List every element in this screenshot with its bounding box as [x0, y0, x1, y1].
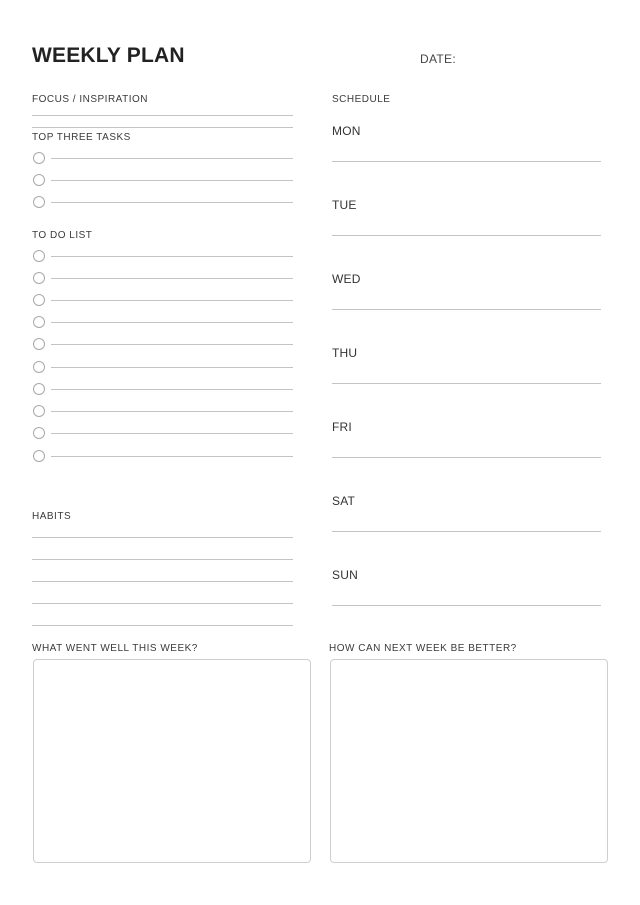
habit-line[interactable]: [32, 537, 293, 538]
todo-line[interactable]: [51, 256, 293, 257]
schedule-line-fri[interactable]: [332, 457, 601, 458]
todo-checkbox[interactable]: [33, 383, 45, 395]
task-line[interactable]: [51, 202, 293, 203]
day-label-wed: WED: [332, 272, 361, 286]
schedule-line-thu[interactable]: [332, 383, 601, 384]
day-label-sun: SUN: [332, 568, 358, 582]
top-tasks-label: TOP THREE TASKS: [32, 132, 131, 143]
went-well-label: WHAT WENT WELL THIS WEEK?: [32, 643, 198, 654]
focus-line[interactable]: [32, 127, 293, 128]
habit-line[interactable]: [32, 625, 293, 626]
task-checkbox[interactable]: [33, 152, 45, 164]
todo-checkbox[interactable]: [33, 361, 45, 373]
schedule-line-wed[interactable]: [332, 309, 601, 310]
todo-checkbox[interactable]: [33, 272, 45, 284]
todo-line[interactable]: [51, 389, 293, 390]
todo-label: TO DO LIST: [32, 230, 93, 241]
todo-line[interactable]: [51, 322, 293, 323]
went-well-box[interactable]: [33, 659, 311, 863]
day-label-mon: MON: [332, 124, 361, 138]
day-label-thu: THU: [332, 346, 358, 360]
schedule-label: SCHEDULE: [332, 94, 391, 105]
focus-line[interactable]: [32, 115, 293, 116]
todo-checkbox[interactable]: [33, 250, 45, 262]
task-checkbox[interactable]: [33, 174, 45, 186]
habits-label: HABITS: [32, 511, 72, 522]
schedule-line-mon[interactable]: [332, 161, 601, 162]
focus-label: FOCUS / INSPIRATION: [32, 94, 148, 105]
day-label-tue: TUE: [332, 198, 357, 212]
habit-line[interactable]: [32, 603, 293, 604]
todo-checkbox[interactable]: [33, 450, 45, 462]
day-label-fri: FRI: [332, 420, 352, 434]
next-week-better-box[interactable]: [330, 659, 608, 863]
schedule-line-sat[interactable]: [332, 531, 601, 532]
todo-checkbox[interactable]: [33, 294, 45, 306]
task-line[interactable]: [51, 158, 293, 159]
todo-line[interactable]: [51, 456, 293, 457]
habit-line[interactable]: [32, 559, 293, 560]
schedule-line-sun[interactable]: [332, 605, 601, 606]
task-line[interactable]: [51, 180, 293, 181]
better-label: HOW CAN NEXT WEEK BE BETTER?: [329, 643, 517, 654]
todo-checkbox[interactable]: [33, 338, 45, 350]
habit-line[interactable]: [32, 581, 293, 582]
day-label-sat: SAT: [332, 494, 356, 508]
todo-line[interactable]: [51, 344, 293, 345]
todo-line[interactable]: [51, 433, 293, 434]
date-label: DATE:: [420, 52, 456, 66]
todo-checkbox[interactable]: [33, 405, 45, 417]
page-title: WEEKLY PLAN: [32, 44, 185, 67]
todo-line[interactable]: [51, 411, 293, 412]
todo-line[interactable]: [51, 367, 293, 368]
task-checkbox[interactable]: [33, 196, 45, 208]
todo-line[interactable]: [51, 300, 293, 301]
todo-line[interactable]: [51, 278, 293, 279]
todo-checkbox[interactable]: [33, 316, 45, 328]
schedule-line-tue[interactable]: [332, 235, 601, 236]
todo-checkbox[interactable]: [33, 427, 45, 439]
